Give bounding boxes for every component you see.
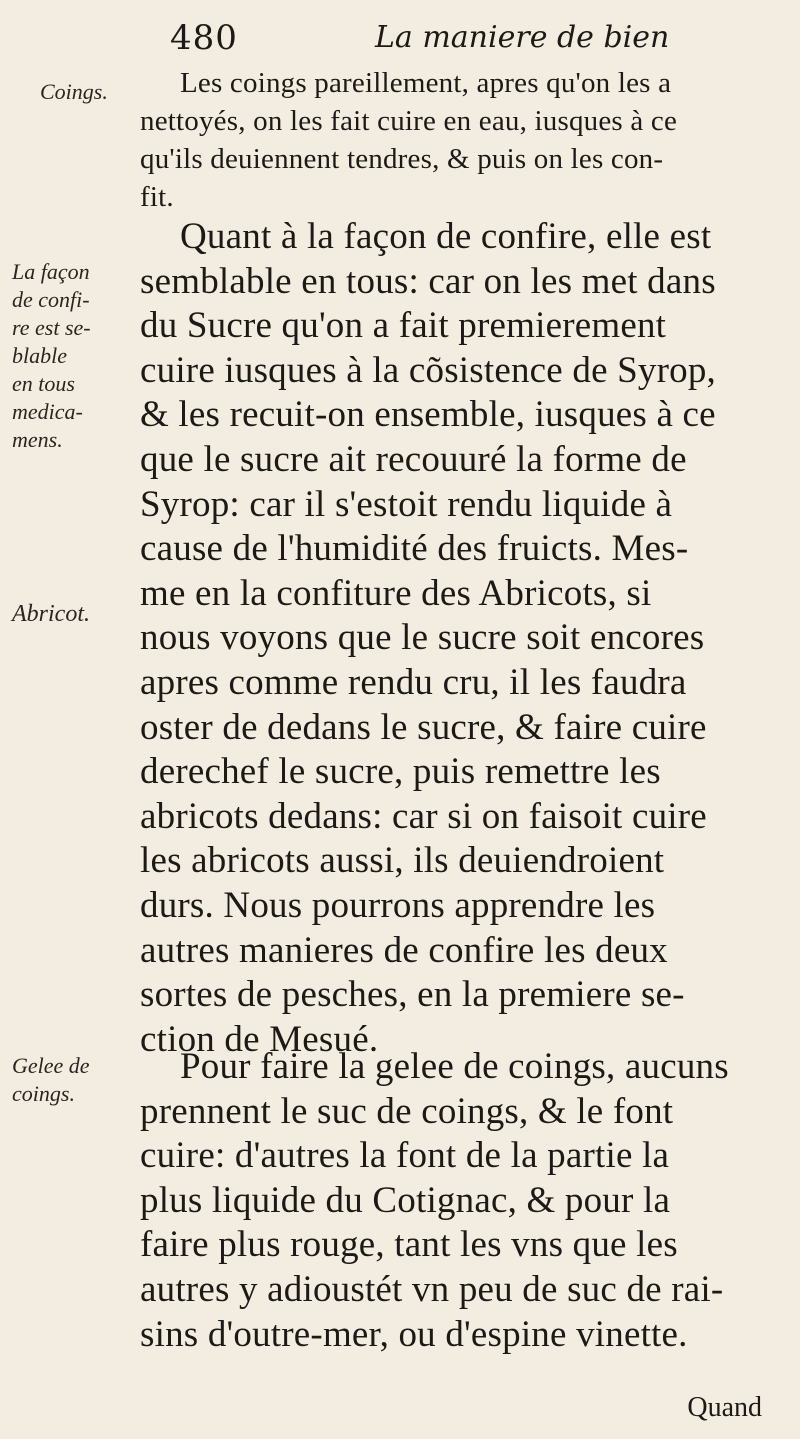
margin-note-line: blable — [12, 343, 67, 368]
text-line: que le sucre ait recouuré la forme de — [140, 438, 687, 480]
text-line: cuire: d'autres la font de la partie la — [140, 1135, 670, 1177]
text-line: durs. Nous pourrons apprendre les — [140, 884, 656, 926]
text-line: Quant à la façon de confire, elle est — [180, 216, 712, 257]
margin-note-line: Abricot. — [12, 601, 90, 627]
text-line: nous voyons que le sucre soit encores — [140, 617, 705, 659]
text-line: cause de l'humidité des fruicts. Mes- — [140, 528, 689, 570]
text-line: qu'ils deuiennent tendres, & puis on les con- — [140, 143, 664, 175]
margin-note-abricot — [12, 600, 132, 628]
text-line: autres manieres de confire les deux — [140, 929, 668, 971]
text-line: nettoyés, on les fait cuire en eau, iusques à ce — [140, 105, 678, 137]
margin-note-line: coings. — [12, 1081, 75, 1106]
paragraph-facon-de-confire — [140, 215, 790, 1062]
text-line: apres comme rendu cru, il les faudra — [140, 661, 687, 703]
catchword: Quand — [687, 1392, 762, 1423]
text-line: me en la confiture des Abricots, si — [140, 572, 652, 614]
text-line: les abricots aussi, ils deuiendroient — [140, 840, 665, 882]
text-line: sins d'outre-mer, ou d'espine vinette. — [140, 1313, 688, 1355]
text-line: abricots dedans: car si on faisoit cuire — [140, 795, 707, 837]
margin-note-line: medica- — [12, 399, 83, 424]
text-line: cuire iusques à la cõsistence de Syrop, — [140, 349, 716, 391]
page-number: 480 — [170, 18, 238, 58]
text-line: autres y adioustét vn peu de suc de rai- — [140, 1268, 724, 1310]
text-line: prennent le suc de coings, & le font — [140, 1090, 674, 1132]
text-line: oster de dedans le sucre, & faire cuire — [140, 706, 707, 748]
margin-note-line: en tous — [12, 371, 75, 396]
margin-note-gelee-de-coings — [12, 1052, 132, 1108]
text-line: fit. — [140, 181, 174, 213]
margin-note-line: de confi- — [12, 287, 90, 312]
paragraph-gelee-de-coings — [140, 1045, 790, 1357]
page-header — [170, 14, 730, 64]
running-head: La maniere de bien — [375, 20, 670, 55]
text-line: derechef le sucre, puis remettre les — [140, 751, 661, 793]
margin-note-facon-de-confire — [12, 258, 132, 454]
text-line: Syrop: car il s'estoit rendu liquide à — [140, 483, 673, 525]
margin-note-line: Coings. — [40, 79, 108, 104]
margin-note-line: Gelee de — [12, 1053, 90, 1078]
margin-note-line: La façon — [12, 259, 90, 284]
text-line: & les recuit-on ensemble, iusques à ce — [140, 394, 716, 436]
margin-note-line: mens. — [12, 427, 63, 452]
text-line: Pour faire la gelee de coings, aucuns — [180, 1046, 729, 1087]
text-line: semblable en tous: car on les met dans — [140, 260, 716, 302]
paragraph-coings — [140, 64, 790, 216]
text-line: Les coings pareillement, apres qu'on les a — [180, 67, 672, 99]
text-line: plus liquide du Cotignac, & pour la — [140, 1179, 671, 1221]
text-line: sortes de pesches, en la premiere se- — [140, 974, 685, 1016]
margin-note-line: re est se- — [12, 315, 91, 340]
text-line: du Sucre qu'on a fait premierement — [140, 305, 667, 347]
text-line: ction de Mesué. — [140, 1018, 379, 1060]
text-line: faire plus rouge, tant les vns que les — [140, 1224, 678, 1266]
